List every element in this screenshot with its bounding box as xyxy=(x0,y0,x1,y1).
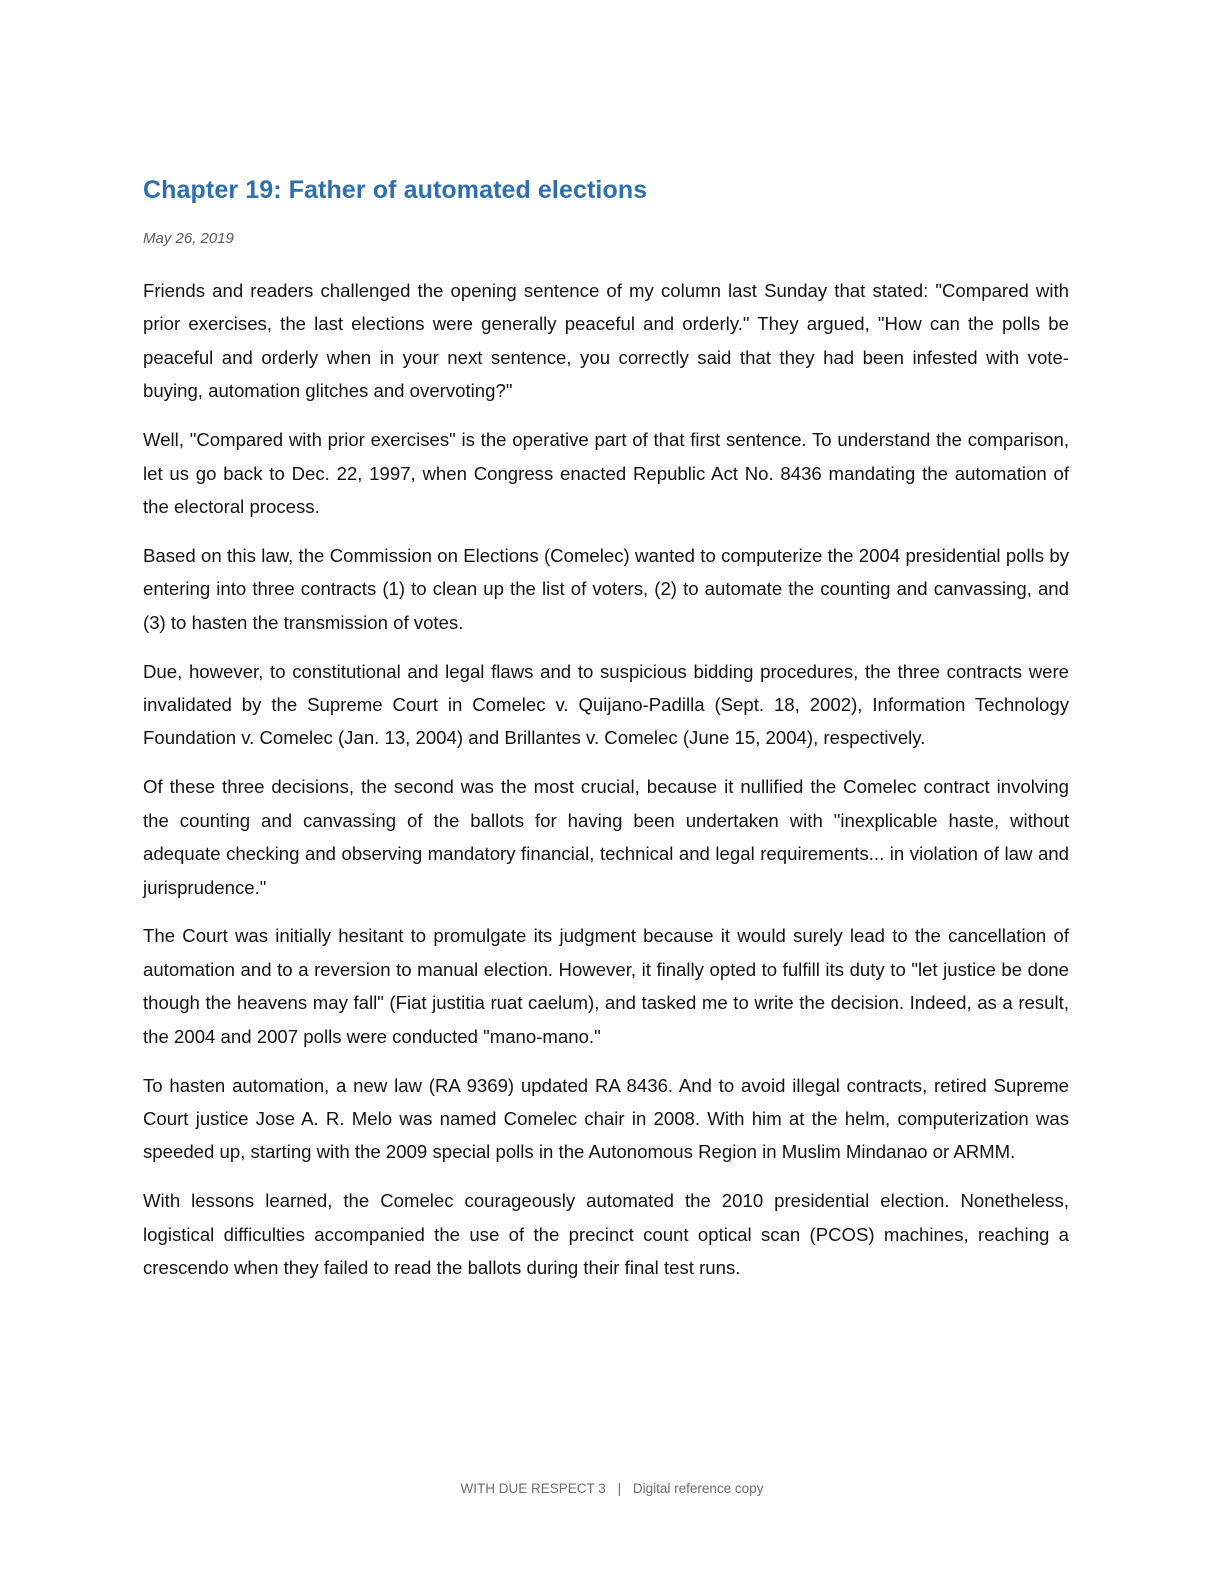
paragraph-7: To hasten automation, a new law (RA 9369) updated RA 8436. And to avoid illegal contracts, retired Supreme Court justice Jose A. R. Melo was named Comelec chair in 2008. With him at the helm, computerization was speeded up, starting with the 2009 special polls in the Autonomous Region in Muslim Mindanao or ARMM. xyxy=(143,1074,1069,1163)
paragraph-1: Friends and readers challenged the opening sentence of my column last Sunday that stated: "Compared with prior exercises, the last elections were generally peaceful and orderly." They argued, "How can the polls be peaceful and orderly when in your next sentence, you correctly said that they had been infested with vote-buying, automation glitches and overvoting?" xyxy=(143,280,1069,402)
footer-book-title: WITH DUE RESPECT 3 xyxy=(460,1481,606,1496)
paragraph-5: Of these three decisions, the second was the most crucial, because it nullified the Comelec contract involving the counting and canvassing of the ballots for having been undertaken with "inexplicable haste, without adequate checking and observing mandatory financial, technical and legal requirements... in violation of law and jurisprudence." xyxy=(143,776,1069,898)
document-page xyxy=(143,172,1069,1300)
paragraph-4: Due, however, to constitutional and legal flaws and to suspicious bidding procedures, the three contracts were invalidated by the Supreme Court in Comelec v. Quijano-Padilla (Sept. 18, 2002), Information Technology Foundation v. Comelec (Jan. 13, 2004) and Brillantes v. Comelec (June 15, 2004), respectively. xyxy=(143,660,1069,749)
publication-date: May 26, 2019 xyxy=(143,230,234,247)
paragraph-3: Based on this law, the Commission on Elections (Comelec) wanted to computerize the 2004 presidential polls by entering into three contracts (1) to clean up the list of voters, (2) to automate the counting and canvassing, and (3) to hasten the transmission of votes. xyxy=(143,544,1069,633)
paragraph-2: Well, "Compared with prior exercises" is the operative part of that first sentence. To understand the comparison, let us go back to Dec. 22, 1997, when Congress enacted Republic Act No. 8436 mandating the automation of the electoral process. xyxy=(143,429,1069,517)
footer-separator: | xyxy=(617,1481,622,1496)
footer-note: Digital reference copy xyxy=(632,1481,764,1496)
page-footer xyxy=(0,1479,1224,1499)
paragraph-6: The Court was initially hesitant to promulgate its judgment because it would surely lead to the cancellation of automation and to a reversion to manual election. However, it finally opted to fulfill its duty to "let justice be done though the heavens may fall" (Fiat justitia ruat caelum), and tasked me to write the decision. Indeed, as a result, the 2004 and 2007 polls were conducted "mano-mano." xyxy=(143,925,1069,1047)
chapter-title: Chapter 19: Father of automated elections xyxy=(143,176,648,204)
paragraph-8: With lessons learned, the Comelec courageously automated the 2010 presidential election. Nonetheless, logistical difficulties accompanied the use of the precinct count optical scan (PCOS) machines, reaching a crescendo when they failed to read the ballots during their final test runs. xyxy=(143,1190,1069,1279)
article-body xyxy=(143,274,1069,1284)
